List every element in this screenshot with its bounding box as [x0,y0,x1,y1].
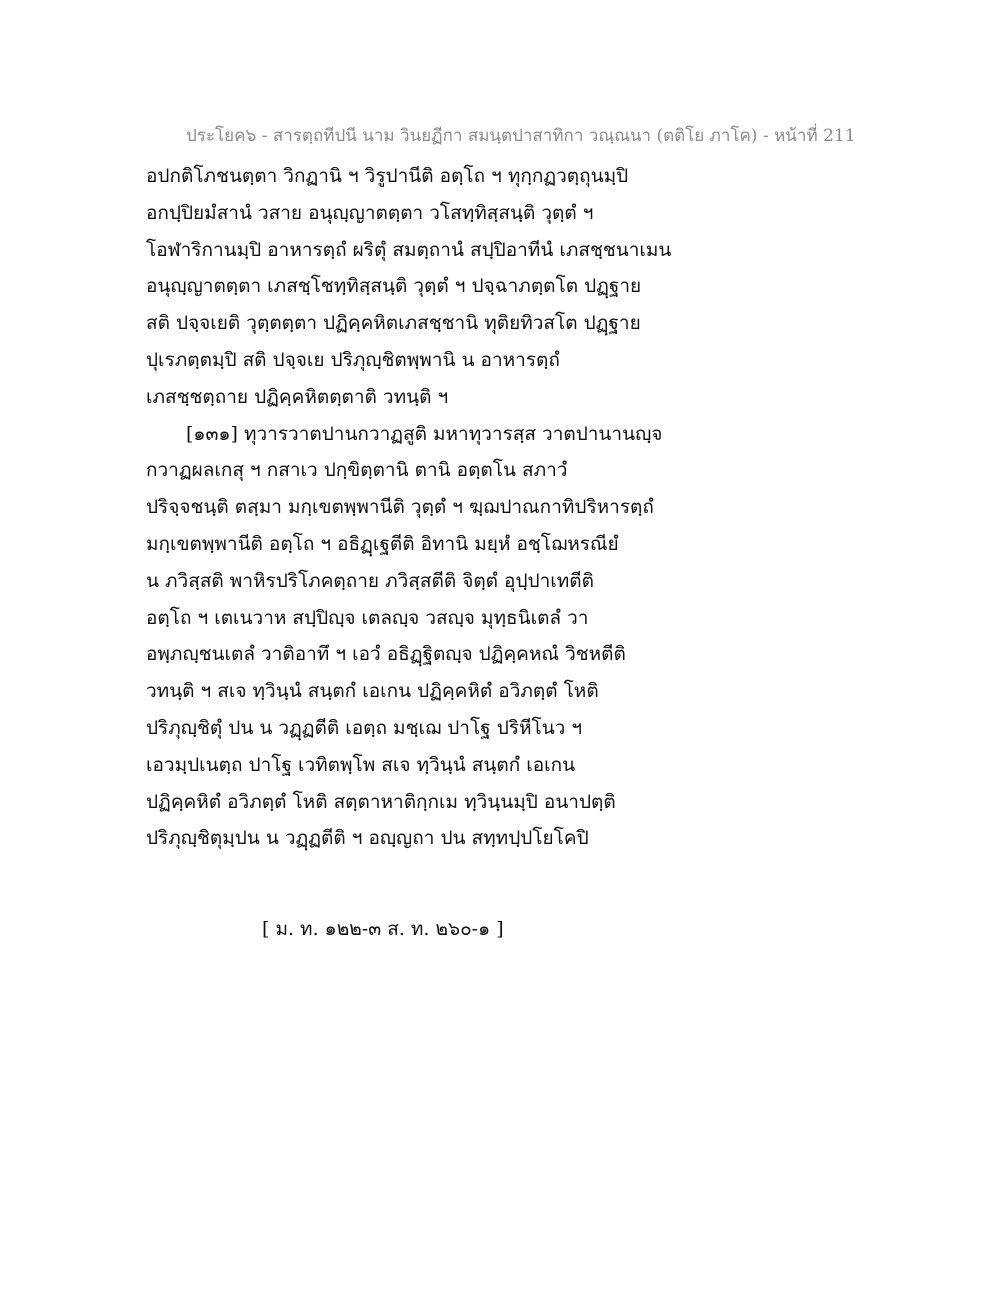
text-line: อตฺโถ ฯ เตเนวาห สปฺปิญฺจ เตลญฺจ วสญฺจ มุทฺธนิเตลํ วา [146,606,589,629]
text-line: อนุญฺญาตตฺตา เภสชฺโชทฺทิสฺสนฺติ วุตฺตํ ฯ ปจฺฉาภตฺตโต ปฏฺฐาย [146,275,642,298]
text-line: ปฏิคฺคหิตํ อวิภตฺตํ โหติ สตฺตาหาติกฺกเม ทฺวินฺนมฺปิ อนาปตฺติ [146,790,616,813]
text-line: มกฺเขตพฺพานีติ อตฺโถ ฯ อธิฏฺเฐตีติ อิทานิ มยฺหํ อชฺโฌหรณียํ [146,532,619,555]
text-line: เอวมฺปเนตฺถ ปาโฐ เวทิตพฺโพ สเจ ทฺวินฺนํ สนฺตกํ เอเกน [146,753,576,776]
paragraph-start-line: [๑๓๑] ทุวารวาตปานกวาฏสูติ มหาทุวารสฺส วาตปานานญฺจ [186,422,663,445]
text-line: โอฬาริกานมฺปิ อาหารตฺถํ ผริตุํ สมตฺถานํ สปฺปิอาทีนํ เภสชฺชนาเมน [146,238,672,261]
text-line: เภสชฺชตฺถาย ปฏิคฺคหิตตฺตาติ วทนฺติ ฯ [146,385,449,408]
text-line: อปกติโภชนตฺตา วิกฏานิ ฯ วิรูปานีติ อตฺโถ ฯ ทุกฺกฏวตฺถุนมฺปิ [146,165,629,187]
text-line: อกปฺปิยมํสานํ วสาย อนุญฺญาตตฺตา วโสทฺทิสฺสนฺติ วุตฺตํ ฯ [146,201,594,224]
text-line: สติ ปจฺจเยติ วุตฺตตฺตา ปฏิคฺคหิตเภสชฺชานิ ทุติยทิวสโต ปฏฺฐาย [146,312,641,335]
running-header: ประโยค๖ - สารตฺถทีปนี นาม วินยฏีกา สมนฺตปาสาทิกา วณฺณนา (ตติโย ภาโค) - หน้าที่ 211 [186,126,856,146]
text-line: อพฺภญฺชนเตลํ วาติอาทึ ฯ เอวํ อธิฏฺฐิตญฺจ ปฏิคฺคหณํ วิชหตีติ [146,643,626,666]
text-line: กวาฏผลเกสุ ฯ กสาเว ปกฺขิตฺตานิ ตานิ อตฺตโน สภาวํ [146,459,568,482]
text-line: ปริภุญฺชิตุมฺปน น วฏฺฏตีติ ฯ อญฺญถา ปน สทฺทปฺปโยโคปิ [146,827,589,850]
source-reference: [ ม. ท. ๑๒๒-๓ ส. ท. ๒๖๐-๑ ] [262,918,504,940]
text-line: น ภวิสฺสติ พาหิรปริโภคตฺถาย ภวิสฺสตีติ จิตฺตํ อุปฺปาเทตีติ [146,569,594,592]
text-line: วทนฺติ ฯ สเจ ทฺวินฺนํ สนฺตกํ เอเกน ปฏิคฺคหิตํ อวิภตฺตํ โหติ [146,680,599,703]
text-line: ปุเรภตฺตมฺปิ สติ ปจฺจเย ปริภุญฺชิตพฺพานิ น อาหารตฺถํ [146,348,560,371]
body-text [146,158,706,857]
text-line: ปริจฺจชนฺติ ตสฺมา มกฺเขตพฺพานีติ วุตฺตํ ฯ ฆฺฌปาณกาทิปริหารตฺถํ [146,496,654,519]
text-line: ปริภุญฺชิตุํ ปน น วฏฺฏตีติ เอตฺถ มชฺเฌ ปาโฐ ปริหีโนว ฯ [146,716,583,739]
